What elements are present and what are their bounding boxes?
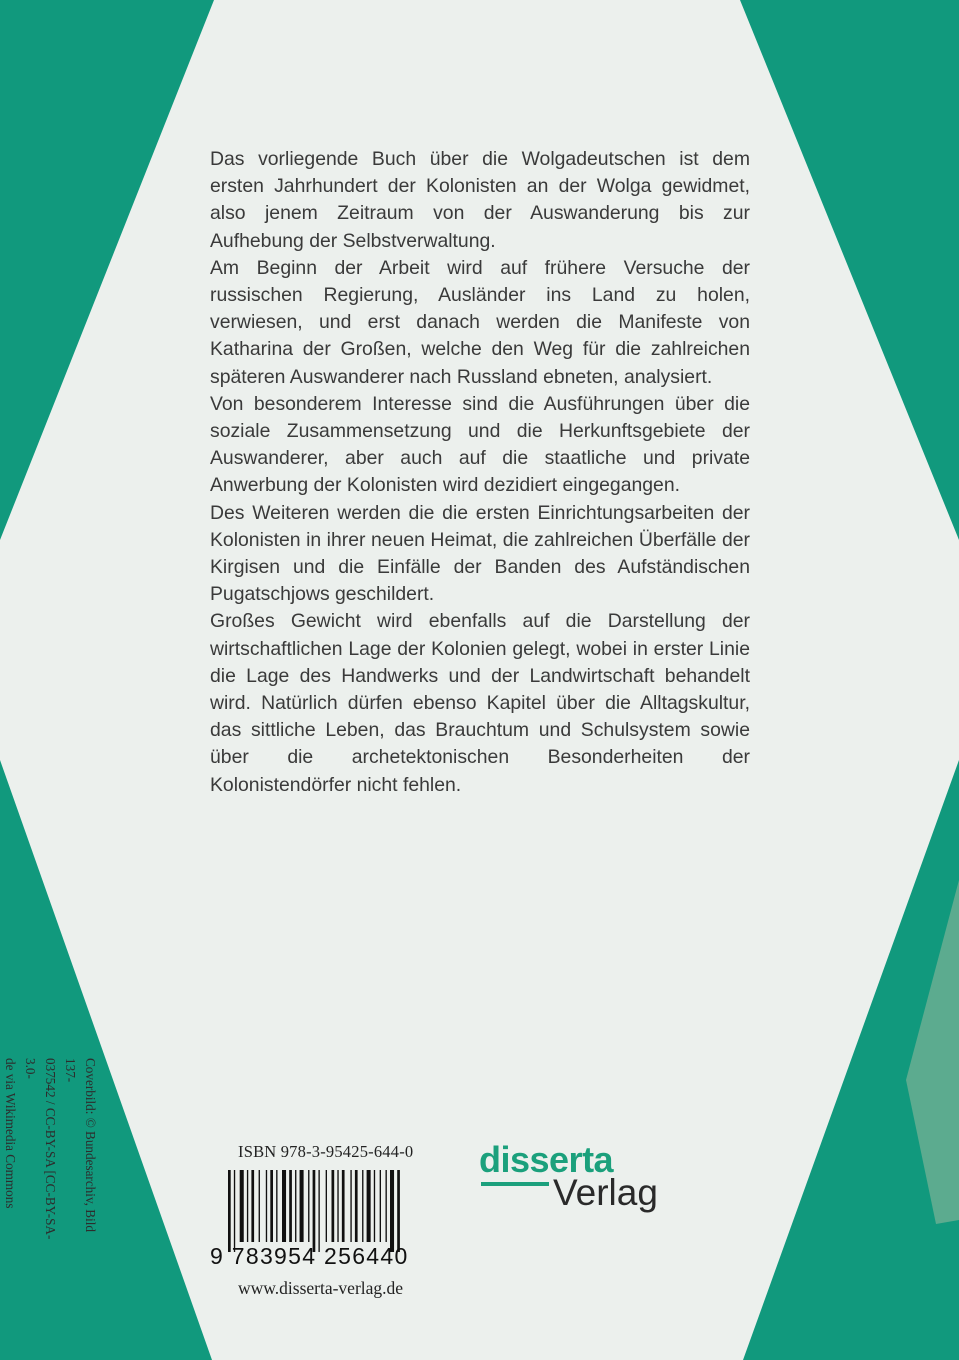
barcode-bar: [326, 1170, 327, 1242]
barcode-bar: [266, 1170, 267, 1242]
barcode-bar: [295, 1170, 296, 1242]
credit-line: 037542 / CC-BY-SA [CC-BY-SA-3.0-: [23, 1058, 58, 1240]
barcode-bar: [234, 1170, 235, 1252]
publisher-logo-disserta: disserta: [479, 1139, 614, 1180]
isbn-label: ISBN 978-3-95425-644-0: [238, 1142, 414, 1161]
barcode-bar: [362, 1170, 363, 1242]
barcode-number: 9 783954 256440: [210, 1243, 409, 1269]
barcode-bar: [289, 1170, 292, 1242]
credit-line: Coverbild: © Bundesarchiv, Bild 137-: [63, 1058, 98, 1232]
barcode-bar: [282, 1170, 286, 1242]
barcode-bar: [337, 1170, 338, 1242]
barcode-bar: [300, 1170, 304, 1242]
barcode-bar: [308, 1170, 309, 1242]
barcode-bar: [313, 1170, 316, 1252]
blurb-paragraph: Von besonderem Interesse sind die Ausführungen über die soziale Zusammensetzung und die Herkunftsgebiete der Auswanderer, aber auch auf die staatliche und private Anwerbung der Kolonisten wird dezidiert eingegangen.: [210, 392, 750, 497]
back-cover-blurb: [210, 146, 750, 799]
cover-image-credit: [3, 1058, 100, 1258]
barcode-bar: [386, 1170, 387, 1242]
barcode-bar: [380, 1170, 381, 1242]
barcode-bar: [276, 1170, 277, 1242]
barcode-bar: [318, 1170, 319, 1252]
barcode-bar: [247, 1170, 248, 1242]
barcode-bar: [332, 1170, 335, 1242]
barcode-bar: [350, 1170, 351, 1242]
barcode-bar: [342, 1170, 345, 1242]
blurb-paragraph: Am Beginn der Arbeit wird auf frühere Versuche der russischen Regierung, Ausländer ins Land zu holen, verwiesen, und erst danach werden die Manifeste von Katharina der Großen, welche den Weg für die zahlreichen späteren Auswanderer nach Russland ebneten, analysiert.: [210, 256, 750, 388]
barcode-bar: [390, 1170, 394, 1252]
blurb-paragraph: Des Weiteren werden die die ersten Einrichtungsarbeiten der Kolonisten in ihrer neuen Heimat, die zahlreichen Überfälle der Kirgisen und die Einfälle der Banden des Aufständischen Pugatschjows geschildert.: [210, 501, 750, 606]
barcode-bar: [228, 1170, 231, 1252]
credit-line: de via Wikimedia Commons: [3, 1058, 18, 1209]
barcode-bar: [270, 1170, 273, 1242]
barcode-bar: [355, 1170, 358, 1242]
barcode-bar: [374, 1170, 375, 1242]
barcode-bar: [240, 1170, 244, 1242]
blurb-paragraph: Das vorliegende Buch über die Wolgadeutschen ist dem ersten Jahrhundert der Kolonisten an der Wolga gewidmet, also jenem Zeitraum von der Auswanderung bis zur Aufhebung der Selbstverwaltung.: [210, 148, 750, 252]
barcode-bar: [251, 1170, 254, 1242]
publisher-logo-underline: [481, 1182, 549, 1186]
barcode-bar: [259, 1170, 260, 1242]
blurb-paragraph: Großes Gewicht wird ebenfalls auf die Darstellung der wirtschaftlichen Lage der Kolonien gelegt, wobei in erster Linie die Lage des Handwerks und der Landwirtschaft behandelt wird. Natürlich dürfen ebenso Kapitel über die Alltagskultur, das sittliche Leben, das Brauchtum und Schulsystem sowie über die archetektonischen Besonderheiten der Kolonistendörfer nicht fehlen.: [210, 610, 750, 796]
barcode-bar: [397, 1170, 400, 1252]
barcode-bar: [367, 1170, 371, 1242]
publisher-logo-verlag: Verlag: [553, 1172, 658, 1213]
website-url: www.disserta-verlag.de: [238, 1278, 404, 1298]
